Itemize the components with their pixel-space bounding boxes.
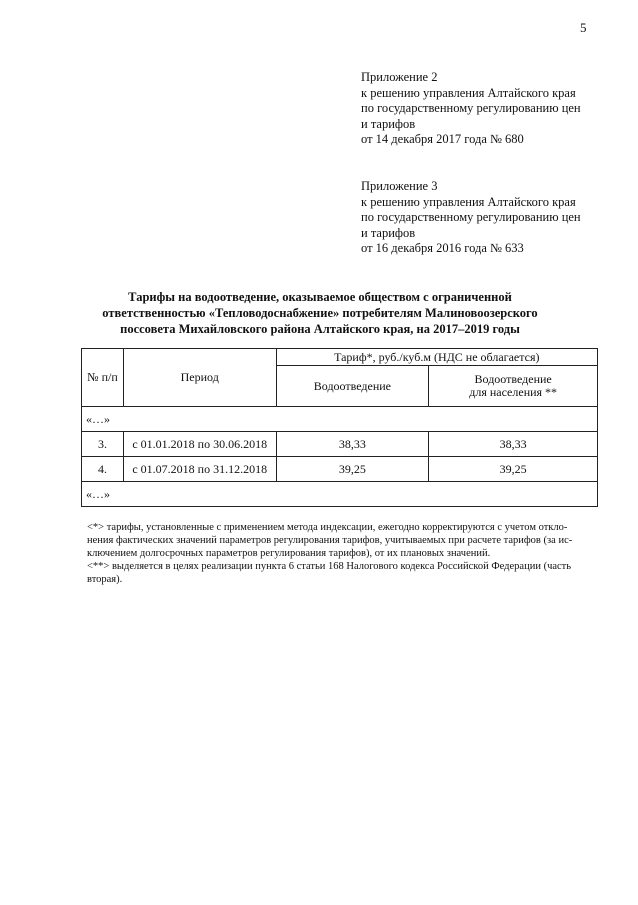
header-population-line1: Водоотведение — [474, 372, 552, 386]
footnote-line: <*> тарифы, установленные с применением метода индексации, ежегодно корректируются с учетом откло- — [87, 522, 568, 533]
appendix-3-line: и тарифов — [361, 225, 416, 240]
header-population-line2: для населения ** — [469, 385, 558, 399]
table-row — [82, 432, 598, 457]
row-wastewater: 39,25 — [276, 457, 429, 482]
table-row — [82, 457, 598, 482]
footnotes — [87, 521, 597, 586]
appendix-3-line: к решению управления Алтайского края — [361, 194, 576, 209]
document-title — [80, 289, 560, 337]
ellipsis-row-top: «…» — [82, 407, 598, 432]
appendix-2-line: от 14 декабря 2017 года № 680 — [361, 132, 524, 146]
appendix-2-line: к решению управления Алтайского края — [361, 85, 576, 100]
row-wastewater: 38,33 — [276, 432, 429, 457]
row-population: 38,33 — [429, 432, 598, 457]
row-period: с 01.07.2018 по 31.12.2018 — [123, 457, 276, 482]
row-period: с 01.01.2018 по 30.06.2018 — [123, 432, 276, 457]
title-line: Тарифы на водоотведение, оказываемое обществом с ограниченной — [128, 290, 512, 304]
appendix-3-header — [361, 179, 611, 257]
title-line: поссовета Михайловского района Алтайского края, на 2017–2019 годы — [120, 322, 520, 336]
header-tariff-group: Тариф*, руб./куб.м (НДС не облагается) — [276, 349, 597, 366]
footnote-line: нения фактических значений параметров регулирования тарифов, учитываемых при расчете тарифов (за ис- — [87, 535, 573, 546]
title-line: ответственностью «Тепловодоснабжение» потребителям Малиновоозерского — [102, 306, 538, 320]
row-num: 3. — [82, 432, 124, 457]
appendix-3-line: по государственному регулированию цен — [361, 210, 581, 224]
appendix-2-line: по государственному регулированию цен — [361, 101, 581, 115]
row-num: 4. — [82, 457, 124, 482]
header-wastewater: Водоотведение — [276, 366, 429, 407]
appendix-3-line: от 16 декабря 2016 года № 633 — [361, 241, 524, 255]
page-number: 5 — [580, 20, 587, 35]
appendix-2-line: и тарифов — [361, 116, 416, 131]
ellipsis-row-bottom: «…» — [82, 482, 598, 507]
row-population: 39,25 — [429, 457, 598, 482]
footnote-line: <**> выделяется в целях реализации пункта 6 статьи 168 Налогового кодекса Российской Федерации (часть — [87, 561, 572, 572]
header-population — [429, 366, 598, 407]
appendix-2-line: Приложение 2 — [361, 70, 438, 84]
header-period: Период — [123, 349, 276, 407]
header-num: № п/п — [82, 349, 124, 407]
appendix-2-header — [361, 70, 611, 148]
tariff-table — [81, 348, 598, 507]
footnote-line: вторая). — [87, 574, 123, 585]
appendix-3-line: Приложение 3 — [361, 179, 438, 193]
footnote-line: ключением долгосрочных параметров регулирования тарифов), от их плановых значений. — [87, 548, 491, 559]
